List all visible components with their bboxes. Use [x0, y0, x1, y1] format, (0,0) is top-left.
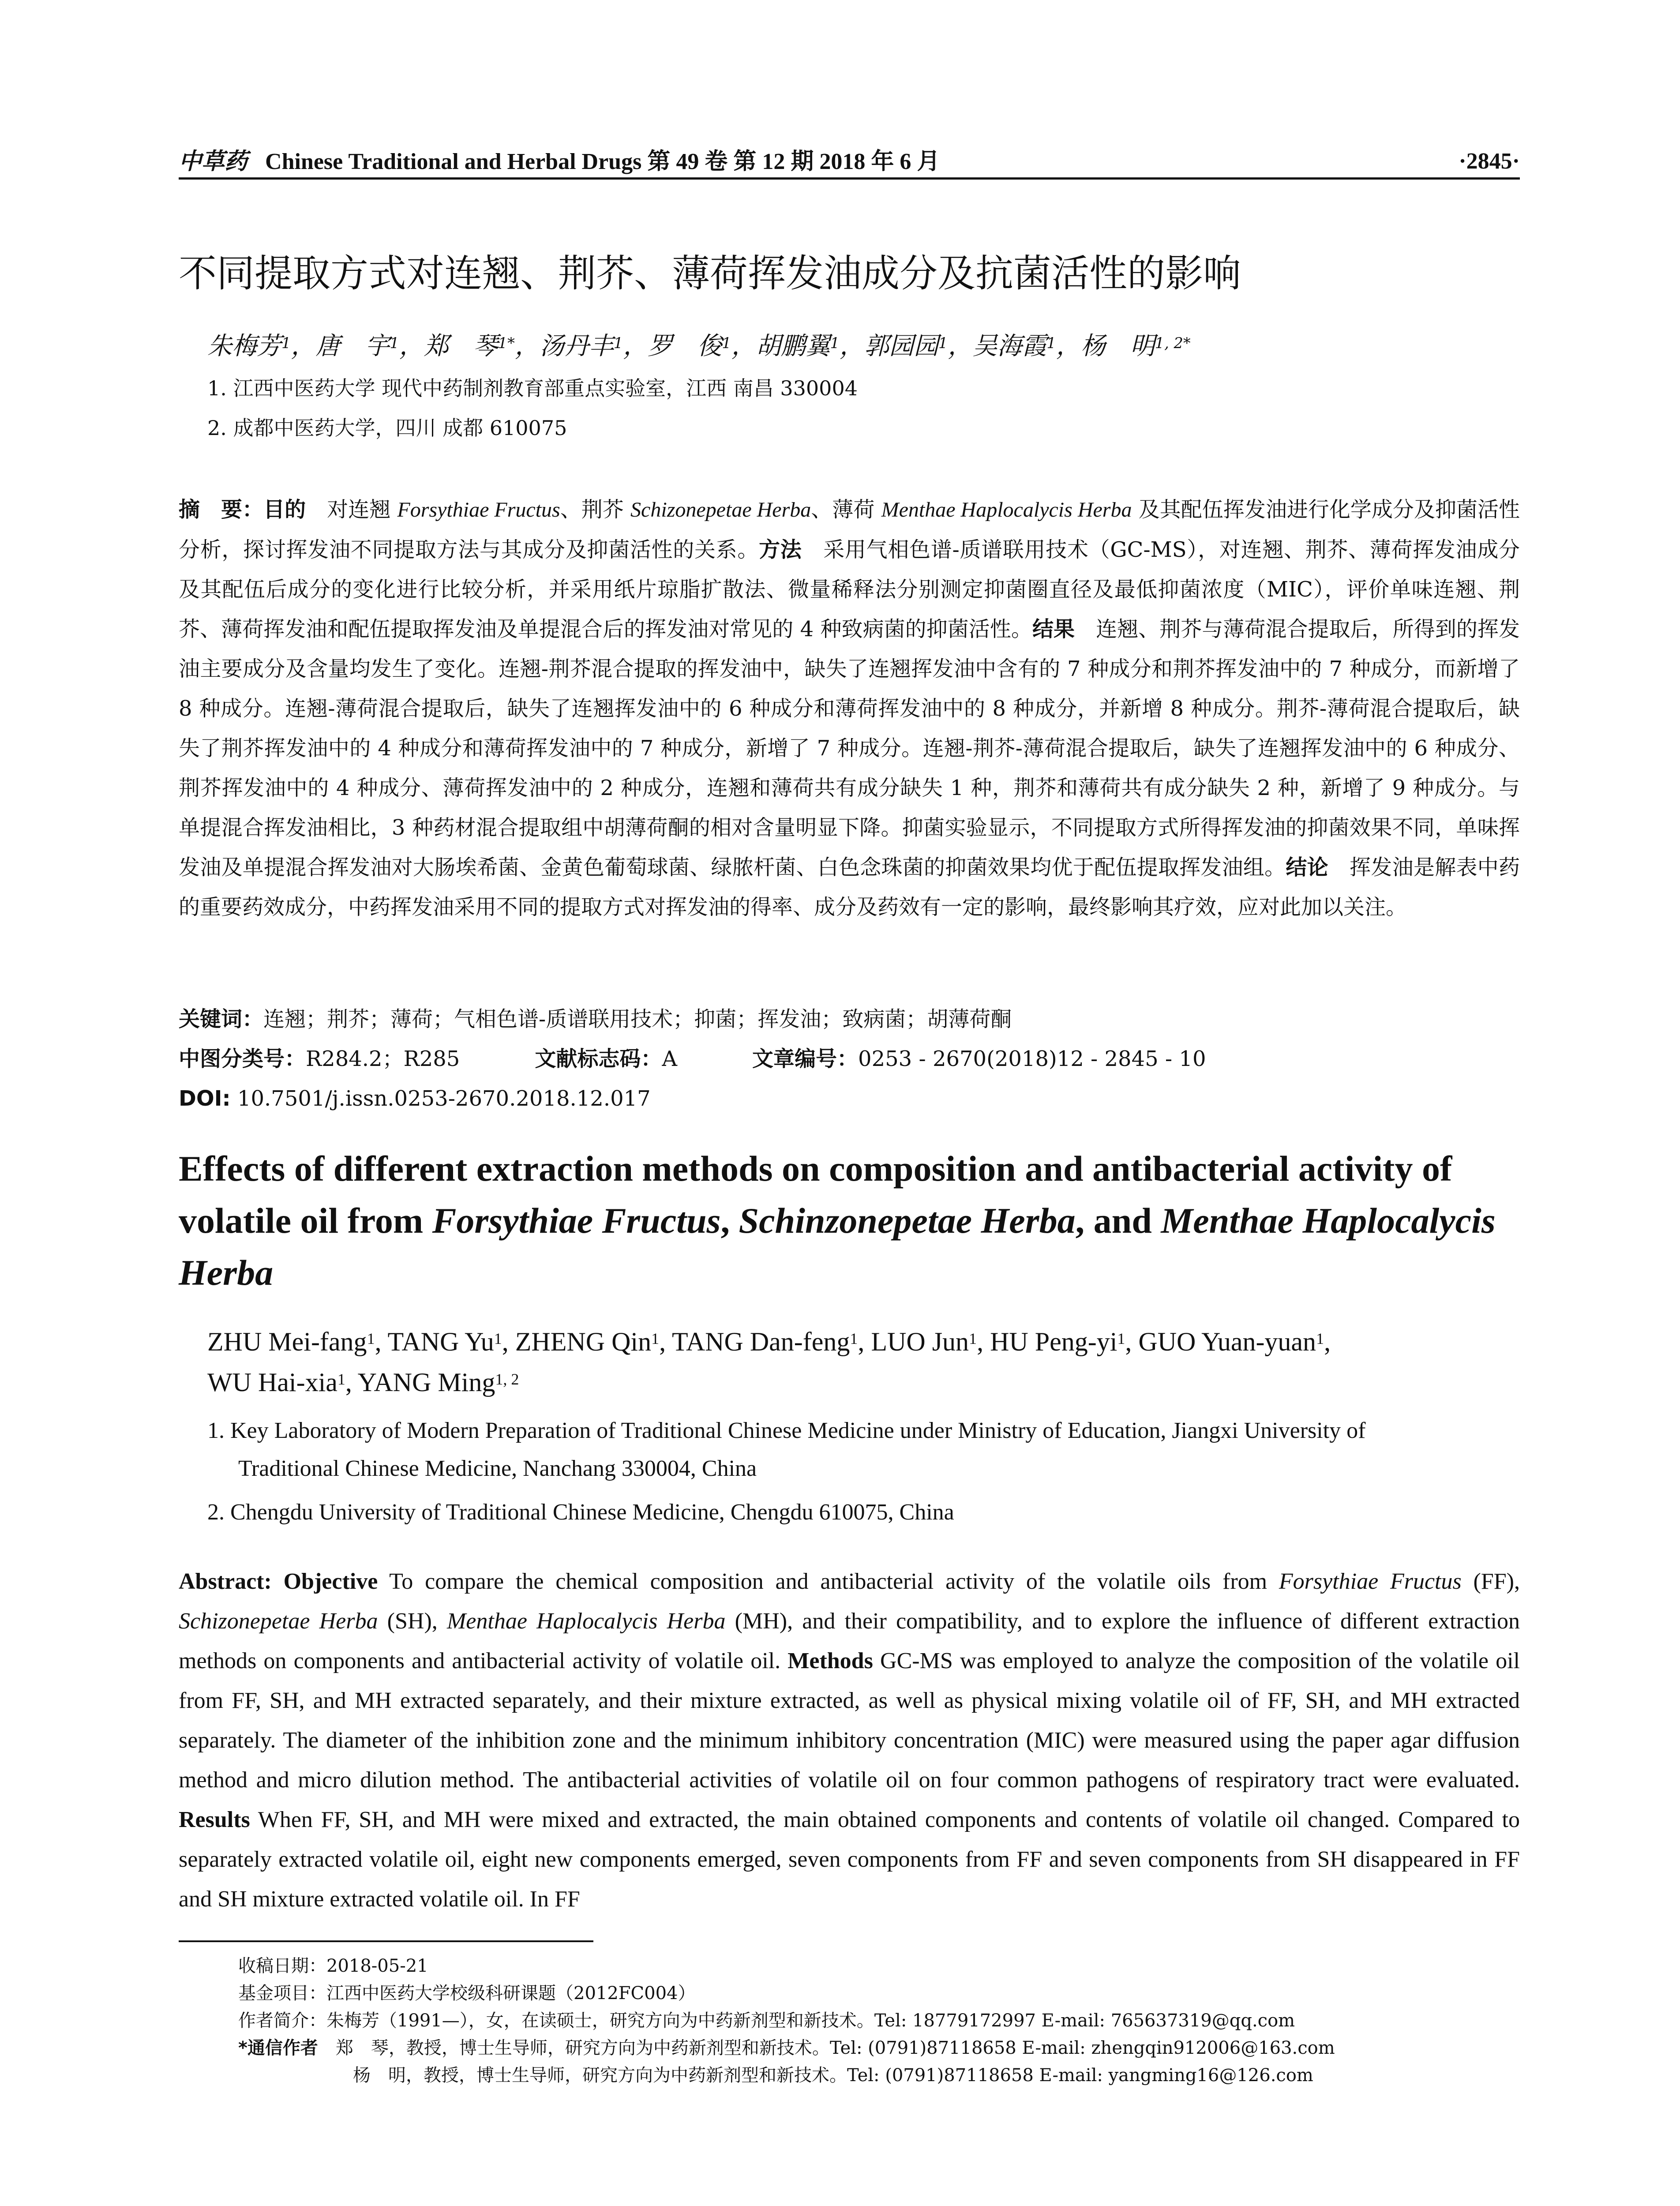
- english-authors: ZHU Mei-fang$^1$, TANG Yu$^1$, ZHENG Qin$^1$, TANG Dan-feng$^1$, LUO Jun$^1$, HU Peng-$yi^1$, GUO Yuan-yuan$^1$, WU Hai-xia$^1$, YANG Ming$^{1, 2}$: [207, 1327, 1331, 1397]
- chinese-abstract: 摘 要：目的 对连翘 Forsythiae Fructus、荆芥 Schizonepetae Herba、薄荷 Menthae Haplocalycis Herba 及其配伍挥发油进行化学成分及抑菌活性分析，探讨挥发油不同提取方法与其成分及抑菌活性的关系。方法 采用气相色谱-质谱联用技术（GC-MS），对连翘、荆芥、薄荷挥发油成分及其配伍后成分的变化进行比较分析，并采用纸片琼脂扩散法、微量稀释法分别测定抑菌圈直径及最低抑菌浓度（MIC），评价单味连翘、荆芥、薄荷挥发油和配伍提取挥发油及单提混合后的挥发油对常见的 4 种致病菌的抑菌活性。结果 连翘、荆芥与薄荷混合提取后，所得到的挥发油主要成分及含量均发生了变化。连翘-荆芥混合提取的挥发油中，缺失了连翘挥发油中含有的 7 种成分和荆芥挥发油中的 7 种成分，而新增了 8 种成分。连翘-薄荷混合提取后，缺失了连翘挥发油中的 6 种成分和薄荷挥发油中的 8 种成分，并新增 8 种成分。荆芥-薄荷混合提取后，缺失了荆芥挥发油中的 4 种成分和薄荷挥发油中的 7 种成分，新增了 7 种成分。连翘-荆芥-薄荷混合提取后，缺失了连翘挥发油中的 6 种成分、荆芥挥发油中的 4 种成分、薄荷挥发油中的 2 种成分，连翘和薄荷共有成分缺失 1 种，荆芥和薄荷共有成分缺失 2 种，新增了 9 种成分。与单提混合挥发油相比，3 种药材混合提取组中胡薄荷酮的相对含量明显下降。抑菌实验显示，不同提取方式所得挥发油的抑菌效果不同，单味挥发油及单提混合挥发油对大肠埃希菌、金黄色葡萄球菌、绿脓杆菌、白色念珠菌的抑菌效果均优于配伍提取挥发油组。结论 挥发油是解表中药的重要药效成分，中药挥发油采用不同的提取方式对挥发油的得率、成分及药效有一定的影响，最终影响其疗效，应对此加以关注。: [179, 497, 1520, 919]
- footnote-fund: 基金项目：江西中医药大学校级科研课题（2012FC004）: [238, 1983, 696, 2003]
- journal-logo: 中草药: [179, 148, 248, 175]
- chinese-affiliation-1: 1. 江西中医药大学 现代中药制剂教育部重点实验室，江西 南昌 330004: [207, 376, 858, 400]
- journal-line: [179, 140, 940, 183]
- english-affiliation-1: 1. Key Laboratory of Modern Preparation of Traditional Chinese Medicine under Ministry of Education, Jiangxi University of Traditional Chinese Medicine, Nanchang 330004, China: [207, 1418, 1366, 1481]
- chinese-authors: 朱梅芳$^1$，唐 宇$^1$，郑 琴$^{1*}$，汤丹丰$^1$，罗 俊$^1$，胡鹏翼$^1$，郭园园$^1$，吴海霞$^1$，杨 明$^{1, 2*}$: [207, 332, 1191, 360]
- running-header: [179, 140, 1520, 183]
- footnote-corresponding: *通信作者 郑 琴，教授，博士生导师，研究方向为中药新剂型和新技术。Tel: (0791)87118658 E-mail: zhengqin912006@163.com: [238, 2038, 1335, 2058]
- header-rule: [179, 177, 1520, 180]
- doi-line: DOI: 10.7501/j.issn.0253-2670.2018.12.017: [179, 1086, 651, 1111]
- footnote-bio: 作者简介：朱梅芳（1991—），女，在读硕士，研究方向为中药新剂型和新技术。Tel: 18779172997 E-mail: 765637319@qq.com: [238, 2011, 1295, 2031]
- journal-name: Chinese Traditional and Herbal Drugs 第 49 卷 第 12 期 2018 年 6 月: [265, 149, 940, 174]
- english-title: Effects of different extraction methods on composition and antibacterial activity of volatile oil from Forsythiae Fructus, Schinzonepetae Herba, and Menthae Haplocalycis Herba: [179, 1148, 1496, 1293]
- keywords: 关键词：连翘；荆芥；薄荷；气相色谱-质谱联用技术；抑菌；挥发油；致病菌；胡薄荷酮: [179, 1007, 1012, 1032]
- chinese-title: 不同提取方式对连翘、荆芥、薄荷挥发油成分及抗菌活性的影响: [179, 251, 1241, 296]
- footnote-corresponding-2: 杨 明，教授，博士生导师，研究方向为中药新剂型和新技术。Tel: (0791)87118658 E-mail: yangming16@126.com: [353, 2065, 1313, 2086]
- footnote-received: 收稿日期：2018-05-21: [238, 1956, 428, 1976]
- page-number: ·2845·: [1459, 149, 1520, 174]
- english-abstract: Abstract: Objective To compare the chemical composition and antibacterial activity of the volatile oils from Forsythiae Fructus (FF), Schizonepetae Herba (SH), Menthae Haplocalycis Herba (MH), and their compatibility, and to explore the influence of different extraction methods on components and antibacterial activity of volatile oil. Methods GC-MS was employed to analyze the composition of the volatile oil from FF, SH, and MH extracted separately, and their mixture extracted, as well as physical mixing volatile oil of FF, SH, and MH extracted separately. The diameter of the inhibition zone and the minimum inhibitory concentration (MIC) were measured using the paper agar diffusion method and micro dilution method. The antibacterial activities of volatile oil on four common pathogens of respiratory tract were evaluated. Results When FF, SH, and MH were mixed and extracted, the main obtained components and contents of volatile oil changed. Compared to separately extracted volatile oil, eight new components emerged, seven components from FF and seven components from SH disappeared in FF and SH mixture extracted volatile oil. In FF: [179, 1569, 1520, 1912]
- footnote-rule: [179, 1940, 593, 1942]
- english-affiliation-2: 2. Chengdu University of Traditional Chinese Medicine, Chengdu 610075, China: [207, 1500, 954, 1525]
- classification-line: 中图分类号：R284.2；R285 文献标志码：A 文章编号：0253 - 2670(2018)12 - 2845 - 10: [179, 1047, 1206, 1071]
- chinese-affiliation-2: 2. 成都中医药大学，四川 成都 610075: [207, 416, 567, 440]
